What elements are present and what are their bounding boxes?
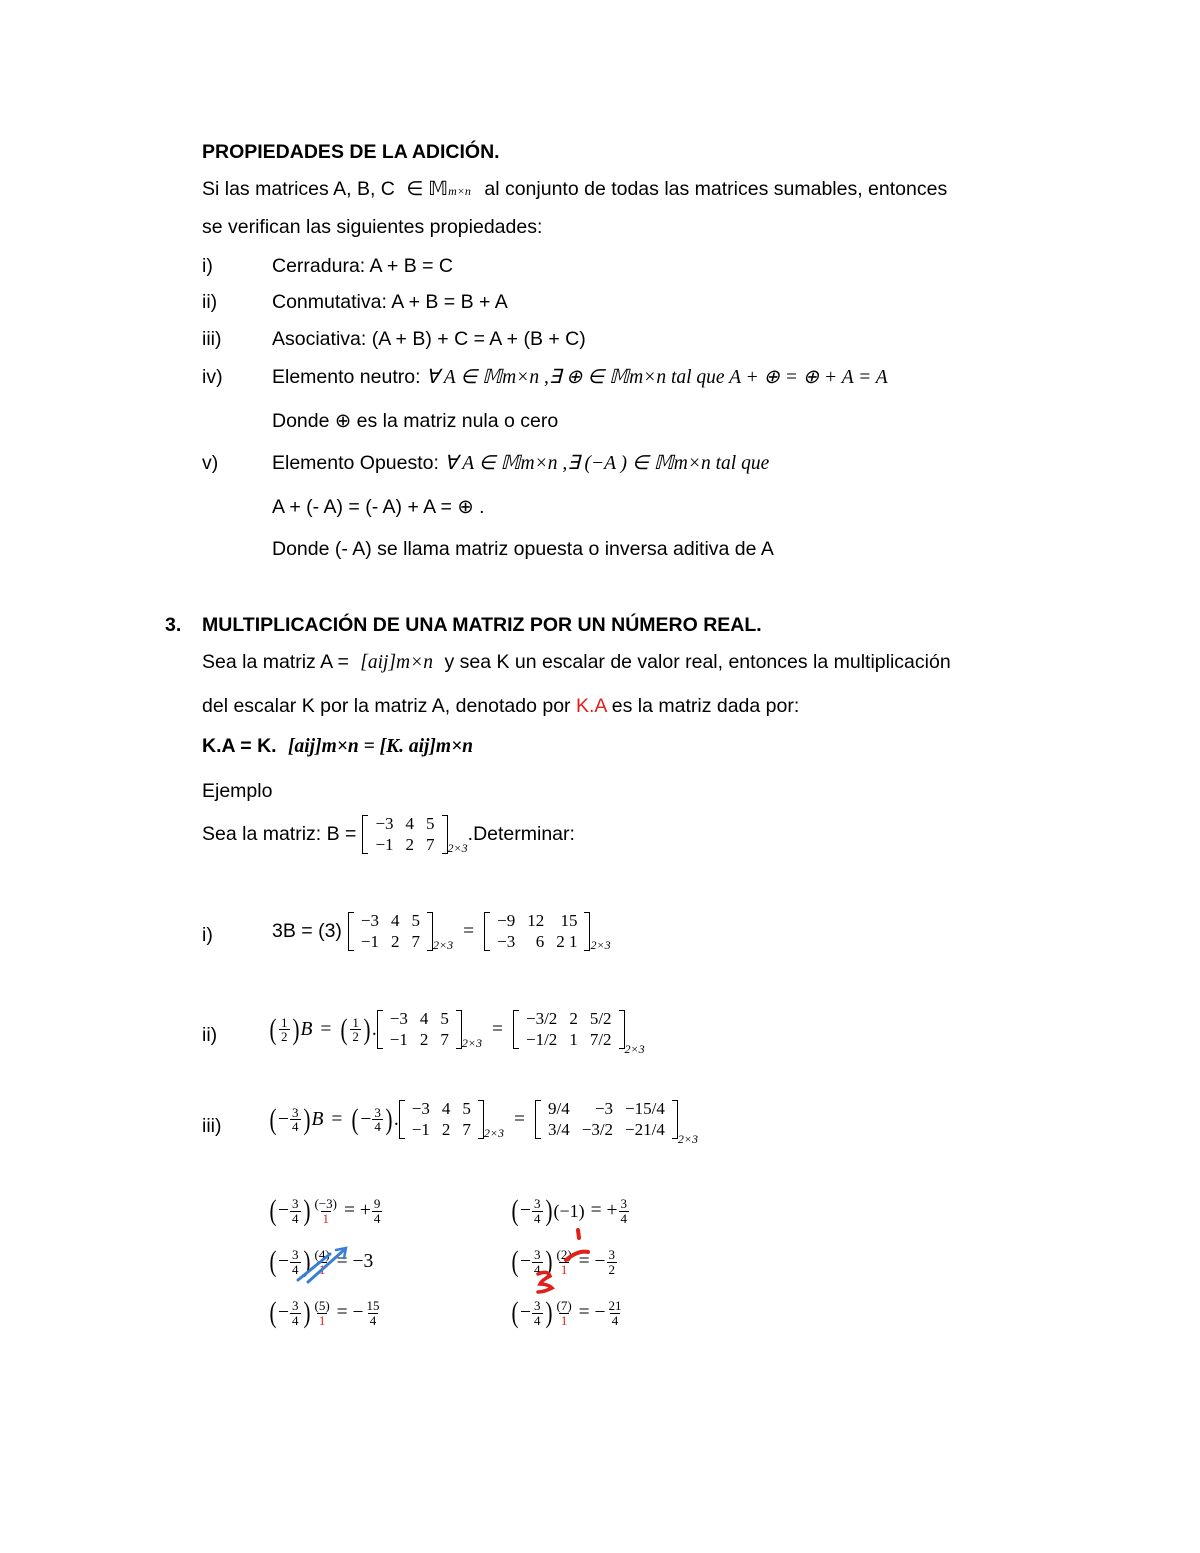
matrix-cell: −3: [360, 911, 380, 930]
blue-cancel-strokes: [290, 1240, 360, 1290]
matrix-cell: 5/2: [589, 1009, 612, 1028]
item-ii-equation: ( $\frac{1}{2}$ ) B = ( $\frac{1}{2}$ ) . −3 4 5 −1 2 7 2×3 = −3/2 2 5/2 −1/2 1 7/2 2×3: [269, 1009, 645, 1057]
prop-text: Donde (- A) se llama matriz opuesta o inversa aditiva de A: [272, 538, 774, 560]
prop-text: Asociativa: (A + B) + C = A + (B + C): [272, 328, 586, 350]
prop-num: ii): [202, 291, 218, 313]
scalar-three-quarters: $\frac{3}{4}$: [374, 1104, 381, 1135]
prop-text: Donde ⊕ es la matriz nula o cero: [272, 410, 559, 432]
matrix-cell: 15: [560, 911, 578, 930]
matrix-cell: −3/2: [581, 1119, 614, 1139]
item-iii-equation: ( − $\frac{3}{4}$ ) B = ( − $\frac{3}{4}$ ) . −3 4 5 −1 2 7 2×3 = 9/4 −3 −15/4 3/4 −3/2 −21/4 2×3: [269, 1099, 698, 1147]
matrix-cell: 4: [405, 814, 415, 833]
prop-math: ∀ A ∈ 𝕄m×n ,∃ ⊕ ∈ 𝕄m×n tal que A + ⊕ = ⊕ + A = A: [425, 367, 888, 388]
matrix-cell: 5: [462, 1099, 471, 1118]
matrix-cell: −3/2: [526, 1009, 558, 1028]
work-step: ( − $\frac{3}{4}$ ) $\frac{(2)}{1}$ = − $\frac{3}{2}$: [511, 1245, 616, 1278]
item-num: i): [202, 924, 213, 946]
matrix-b: [362, 815, 447, 854]
definition-line-2: [202, 697, 799, 717]
section-number: 3.: [165, 614, 182, 636]
matrix-b-definition: [202, 815, 575, 854]
matrix-cell: 6: [535, 931, 545, 951]
ejemplo-label: Ejemplo: [202, 780, 273, 802]
prop-num: v): [202, 452, 219, 474]
intro-line-2: se verifican las siguientes propiedades:: [202, 216, 543, 238]
formula-math: [aij]m×n = [K. aij]m×n: [288, 736, 474, 757]
intro-line-1: [202, 180, 947, 200]
matrix-b: [377, 1010, 462, 1049]
work-step: ( − $\frac{3}{4}$ ) $\frac{(5)}{1}$ = − $\frac{15}{4}$: [269, 1296, 380, 1329]
prop-text: Conmutativa: A + B = B + A: [272, 291, 508, 313]
prop-text: A + (- A) = (- A) + A = ⊕ .: [272, 496, 485, 518]
matrix-cell: 2: [441, 1119, 451, 1139]
intro-text-b: al conjunto de todas las matrices sumables, entonces: [484, 178, 948, 200]
matrix-cell: −3: [594, 1099, 614, 1118]
matrix-cell: −3: [411, 1099, 430, 1118]
matrix-dimension: 2×3: [461, 1036, 482, 1051]
matrix-cell: 7: [411, 931, 421, 951]
matrix-dimension: 2×3: [590, 938, 611, 953]
prop-opuesto: [272, 454, 769, 474]
item-num: ii): [202, 1024, 218, 1046]
prop-text: Elemento neutro:: [272, 366, 426, 388]
intro-text-a: Si las matrices A, B, C: [202, 178, 395, 200]
matrix-cell: 2: [405, 834, 415, 854]
definition-formula: [202, 737, 473, 757]
matrix-cell: 4: [419, 1009, 429, 1028]
matrix-cell: −3: [497, 931, 516, 951]
work-step: ( − $\frac{3}{4}$ ) $\frac{(7)}{1}$ = − $\frac{21}{4}$: [511, 1296, 622, 1329]
formula-text: K.A = K.: [202, 735, 277, 757]
work-step: ( − $\frac{3}{4}$ ) (−1) = + $\frac{3}{4}$: [511, 1194, 628, 1227]
matrix-cell: 3/4: [548, 1119, 570, 1139]
line-text: del escalar K por la matriz A, denotado por: [202, 695, 571, 717]
set-subscript: m×n: [448, 184, 471, 198]
matrix-b: [399, 1100, 484, 1139]
matrix-cell: −9: [497, 911, 516, 930]
set-symbol: ∈ 𝕄: [406, 179, 449, 200]
matrix-cell: −1: [360, 931, 380, 951]
red-cancel-strokes: [528, 1226, 598, 1298]
result-matrix: [513, 1010, 625, 1049]
item-i-equation: 3B = (3) −3 4 5 −1 2 7 2×3 = −9 12 15 −3 6 2 1 2×3: [272, 911, 611, 953]
matrix-cell: 4: [391, 911, 400, 930]
matrix-b: [348, 912, 433, 951]
matrix-cell: −3: [375, 814, 394, 833]
matrix-cell: −1: [411, 1119, 430, 1139]
matrix-cell: −1: [375, 834, 394, 854]
line-text: es la matriz dada por:: [611, 695, 800, 717]
matrix-dimension: 2×3: [433, 938, 454, 953]
prop-num: i): [202, 255, 213, 277]
scalar-three-quarters: $\frac{3}{4}$: [292, 1104, 299, 1135]
scalar-half: $\frac{1}{2}$: [281, 1014, 288, 1045]
section-title-multiplicacion: MULTIPLICACIÓN DE UNA MATRIZ POR UN NÚMERO REAL.: [202, 614, 762, 636]
scalar-half: $\frac{1}{2}$: [352, 1014, 359, 1045]
prop-num: iv): [202, 366, 223, 388]
matrix-cell: −15/4: [625, 1099, 665, 1118]
definition-line-1: [202, 653, 951, 673]
line-text: y sea K un escalar de valor real, entonces la multiplicación: [444, 651, 951, 673]
line-text: .Determinar:: [467, 822, 575, 845]
prop-text: Cerradura: A + B = C: [272, 255, 454, 277]
matrix-cell: 7: [426, 834, 435, 854]
work-step: ( − $\frac{3}{4}$ ) $\frac{(4)}{1}$ = −3: [269, 1245, 374, 1278]
matrix-cell: 2: [419, 1029, 429, 1049]
result-matrix: [484, 912, 590, 951]
matrix-cell: −3: [389, 1009, 408, 1028]
matrix-dimension: 2×3: [677, 1132, 698, 1147]
work-step: ( − $\frac{3}{4}$ ) $\frac{(-3)}{1}$ = + $\frac{9}{4}$: [269, 1194, 381, 1227]
matrix-cell: 4: [441, 1099, 451, 1118]
matrix-cell: 5: [411, 911, 421, 930]
aij-matrix: [aij]m×n: [360, 652, 434, 673]
matrix-dimension: 2×3: [483, 1126, 504, 1141]
ka-highlight: K.A: [575, 695, 607, 717]
prop-neutro: [272, 368, 888, 388]
matrix-cell: 7: [440, 1029, 449, 1049]
prop-text: Elemento Opuesto:: [272, 452, 445, 474]
prop-num: iii): [202, 328, 222, 350]
matrix-cell: 2: [391, 931, 400, 951]
line-text: Sea la matriz A =: [202, 651, 349, 673]
matrix-cell: 5: [426, 814, 435, 833]
prop-math: ∀ A ∈ 𝕄m×n ,∃ (−A ) ∈ 𝕄m×n tal que: [444, 453, 770, 474]
matrix-cell: 5: [440, 1009, 449, 1028]
matrix-cell: 9/4: [548, 1099, 570, 1118]
matrix-cell: 7/2: [589, 1029, 612, 1049]
matrix-dimension: 2×3: [447, 841, 468, 856]
matrix-cell: 12: [527, 911, 545, 930]
matrix-cell: −1: [389, 1029, 408, 1049]
lhs: 3B = (3): [272, 919, 342, 942]
matrix-dimension: 2×3: [624, 1042, 645, 1057]
matrix-cell: −21/4: [625, 1119, 665, 1139]
item-num: iii): [202, 1115, 222, 1137]
matrix-cell: 7: [462, 1119, 471, 1139]
matrix-cell: −1/2: [526, 1029, 558, 1049]
matrix-cell: 2: [569, 1009, 578, 1028]
section-title-adicion: PROPIEDADES DE LA ADICIÓN.: [202, 141, 500, 163]
line-text: Sea la matriz: B =: [202, 822, 357, 845]
matrix-cell: 1: [569, 1029, 578, 1049]
matrix-cell: 2 1: [556, 931, 578, 951]
result-matrix: [535, 1100, 678, 1139]
